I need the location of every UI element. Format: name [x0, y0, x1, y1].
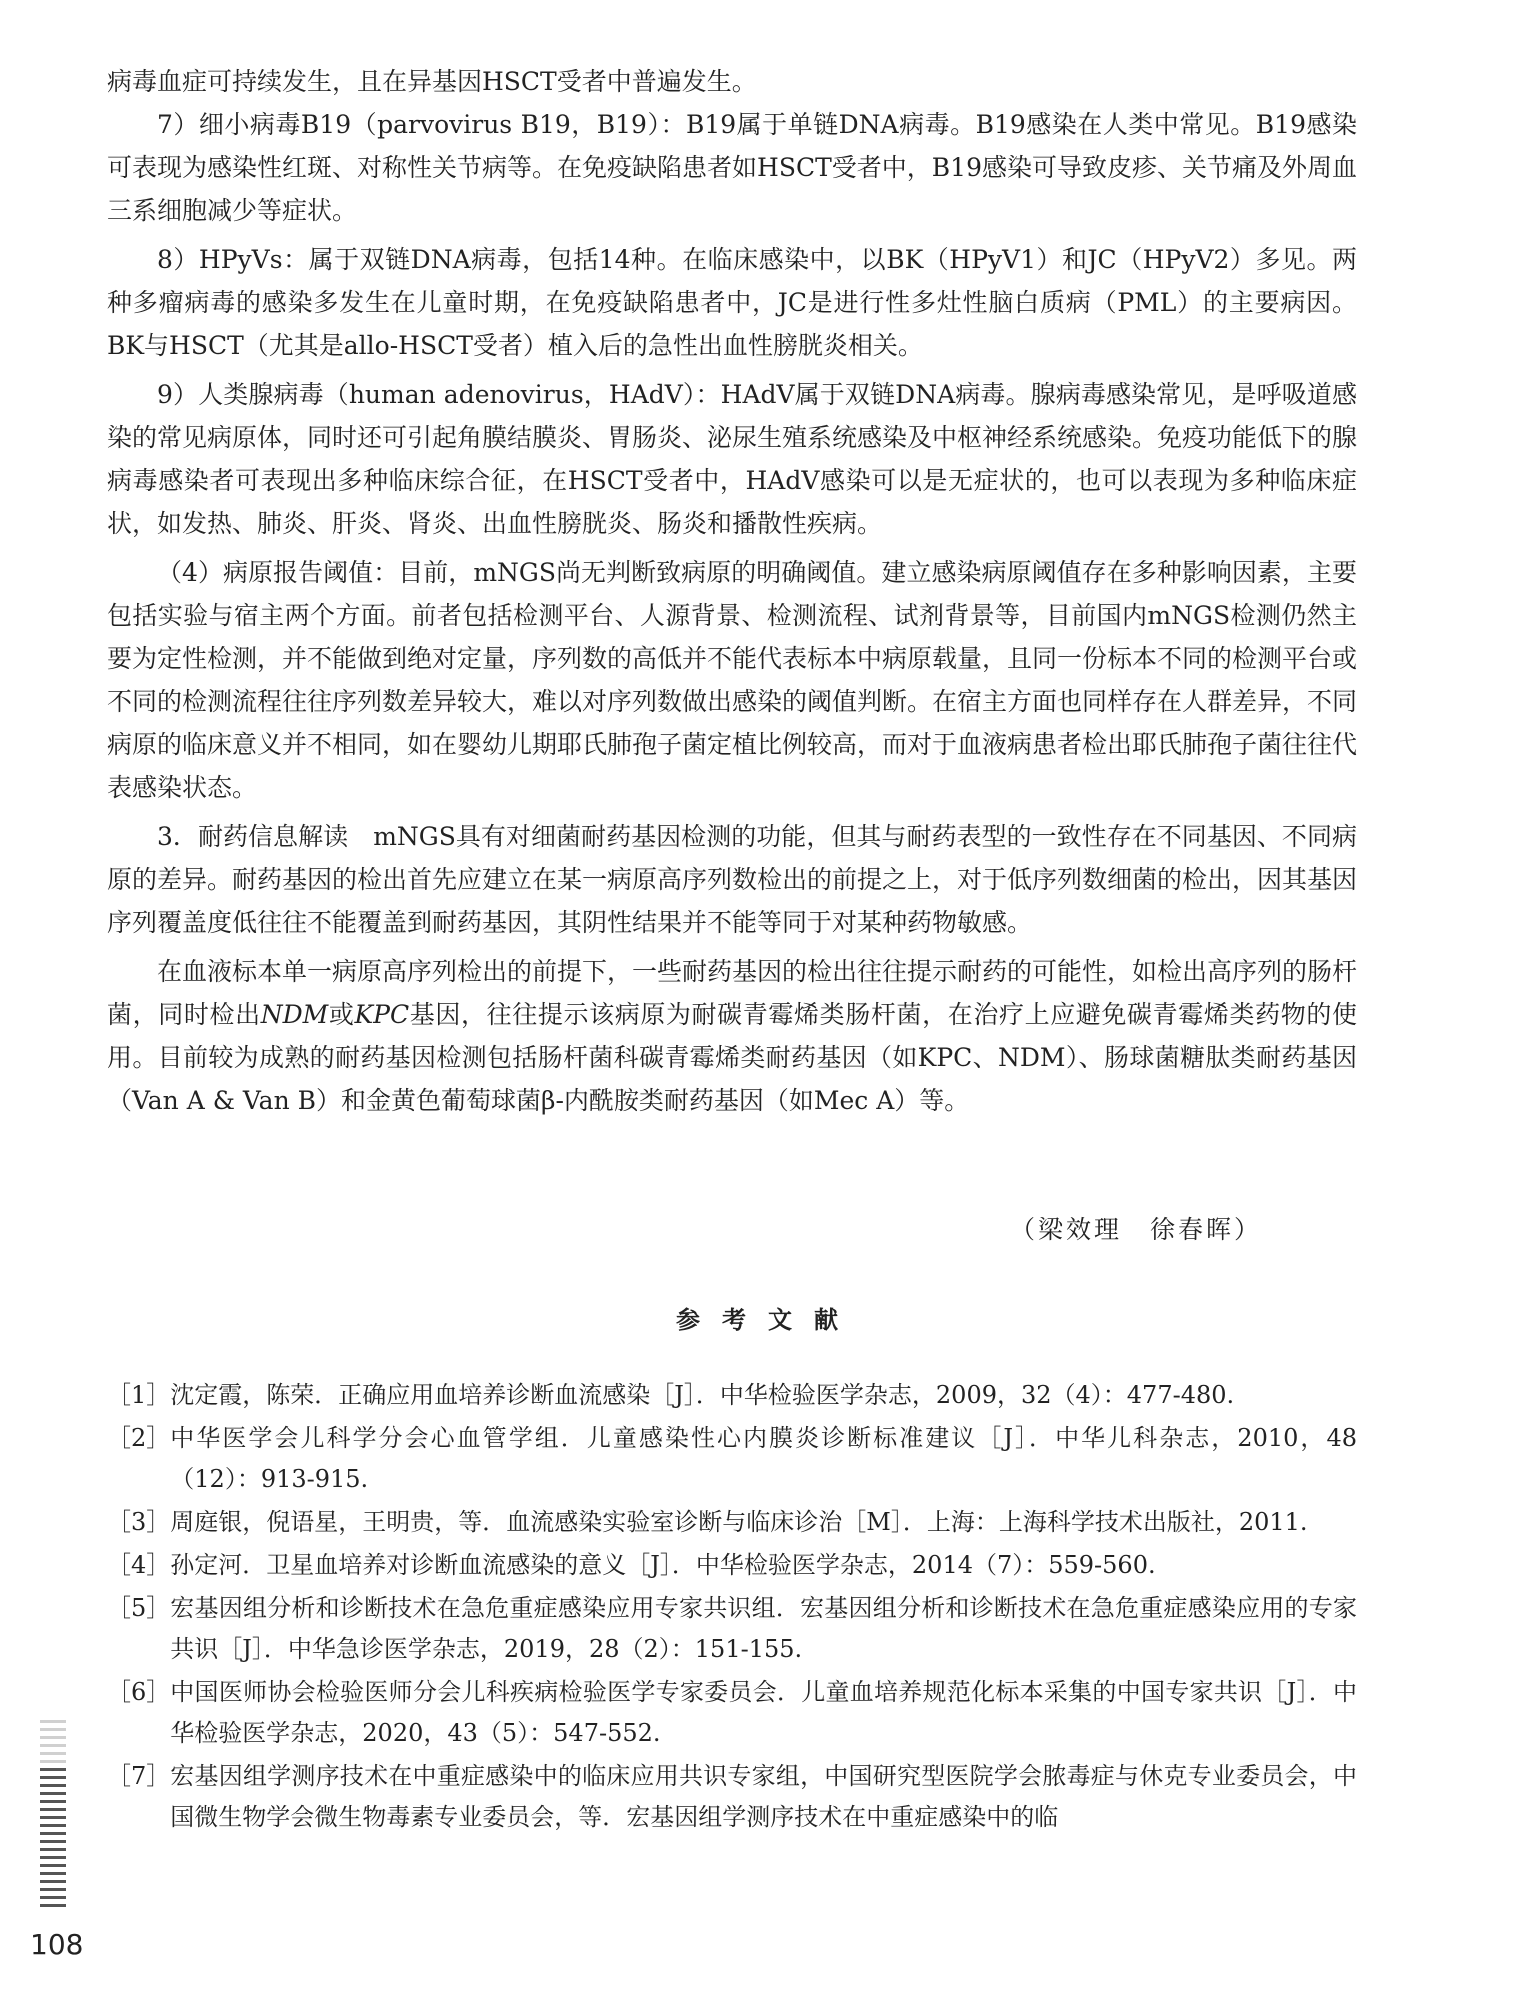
reference-text: 沈定霞，陈荣．正确应用血培养诊断血流感染［J］．中华检验医学杂志，2009，32（4）：477-480.: [170, 1381, 1235, 1409]
paragraph-continuation: 病毒血症可持续发生，且在异基因HSCT受者中普遍发生。: [107, 67, 757, 96]
body-text: [107, 60, 1357, 1122]
reference-text: 孙定河．卫星血培养对诊断血流感染的意义［J］．中华检验医学杂志，2014（7）：559-560.: [170, 1551, 1156, 1579]
margin-bar: [40, 1888, 66, 1891]
margin-bar: [40, 1856, 66, 1859]
reference-number: ［7］: [107, 1762, 171, 1790]
references-list: [107, 1375, 1357, 1840]
margin-bar: [40, 1736, 66, 1739]
reference-text: 宏基因组分析和诊断技术在急危重症感染应用专家共识组．宏基因组分析和诊断技术在急危重症感染应用的专家共识［J］．中华急诊医学杂志，2019，28（2）：151-155.: [170, 1594, 1357, 1663]
reference-number: ［1］: [107, 1381, 171, 1409]
reference-item: [107, 1545, 1357, 1586]
gene-kpc: KPC: [354, 1000, 410, 1029]
margin-bar: [40, 1808, 66, 1811]
reference-item: [107, 1588, 1357, 1670]
margin-bar: [40, 1752, 66, 1755]
p6-text-1: 在血液标本单一病原高序列检出的前提下，一些耐药基因的检出往往提示耐药的可能性，如检出高序列的肠杆菌，同时检出: [107, 957, 1358, 1029]
margin-bar: [40, 1784, 66, 1787]
reference-text: 中国医师协会检验医师分会儿科疾病检验医学专家委员会．儿童血培养规范化标本采集的中国专家共识［J］．中华检验医学杂志，2020，43（5）：547-552.: [170, 1678, 1357, 1747]
gene-ndm: NDM: [260, 1000, 329, 1029]
reference-number: ［6］: [107, 1678, 171, 1706]
margin-bar: [40, 1848, 66, 1851]
margin-bar: [40, 1872, 66, 1875]
margin-bar: [40, 1744, 66, 1747]
reference-item: [107, 1418, 1357, 1500]
reference-number: ［5］: [107, 1594, 171, 1622]
paragraph-parvovirus-b19: 7）细小病毒B19（parvovirus B19，B19）：B19属于单链DNA病毒。B19感染在人类中常见。B19感染可表现为感染性红斑、对称性关节病等。在免疫缺陷患者如HSCT受者中，B19感染可导致皮疹、关节痛及外周血三系细胞减少等症状。: [107, 110, 1357, 225]
reference-item: [107, 1756, 1357, 1838]
reference-item: [107, 1502, 1357, 1543]
paragraph-pathogen-threshold: （4）病原报告阈值：目前，mNGS尚无判断致病原的明确阈值。建立感染病原阈值存在多种影响因素，主要包括实验与宿主两个方面。前者包括检测平台、人源背景、检测流程、试剂背景等，目前国内mNGS检测仍然主要为定性检测，并不能做到绝对定量，序列数的高低并不能代表标本中病原载量，且同一份标本不同的检测平台或不同的检测流程往往序列数差异较大，难以对序列数做出感染的阈值判断。在宿主方面也同样存在人群差异，不同病原的临床意义并不相同，如在婴幼儿期耶氏肺孢子菌定植比例较高，而对于血液病患者检出耶氏肺孢子菌往往代表感染状态。: [107, 558, 1358, 802]
margin-bar: [40, 1776, 66, 1779]
reference-number: ［2］: [107, 1424, 171, 1452]
margin-bar: [40, 1768, 66, 1771]
margin-bar: [40, 1800, 66, 1803]
p6-text-3: 基因，往往提示该病原为耐碳青霉烯类肠杆菌，在治疗上应避免碳青霉烯类药物的使用。目前较为成熟的耐药基因检测包括肠杆菌科碳青霉烯类耐药基因（如KPC、NDM）、肠球菌糖肽类耐药基因（Van A & Van B）和金黄色葡萄球菌β-内酰胺类耐药基因（如Mec A）等。: [107, 1000, 1357, 1115]
margin-bar: [40, 1864, 66, 1867]
paragraph-resistance-interpretation: 3．耐药信息解读 mNGS具有对细菌耐药基因检测的功能，但其与耐药表型的一致性存在不同基因、不同病原的差异。耐药基因的检出首先应建立在某一病原高序列数检出的前提之上，对于低序列数细菌的检出，因其基因序列覆盖度低往往不能覆盖到耐药基因，其阴性结果并不能等同于对某种药物敏感。: [107, 822, 1358, 937]
margin-bar: [40, 1824, 66, 1827]
margin-bar: [40, 1760, 66, 1763]
paragraph-resistance-genes: [107, 950, 1357, 1122]
margin-bar: [40, 1832, 66, 1835]
margin-bar: [40, 1720, 66, 1723]
margin-bar: [40, 1816, 66, 1819]
margin-bar: [40, 1904, 66, 1907]
reference-text: 宏基因组学测序技术在中重症感染中的临床应用共识专家组，中国研究型医院学会脓毒症与休克专业委员会，中国微生物学会微生物毒素专业委员会，等．宏基因组学测序技术在中重症感染中的临: [170, 1762, 1357, 1831]
author-signature: （梁效理 徐春晖）: [1009, 1215, 1262, 1244]
margin-bar: [40, 1880, 66, 1883]
margin-bar: [40, 1792, 66, 1795]
reference-number: ［4］: [107, 1551, 171, 1579]
margin-decoration: [40, 1720, 66, 1912]
reference-text: 中华医学会儿科学分会心血管学组．儿童感染性心内膜炎诊断标准建议［J］．中华儿科杂志，2010，48（12）：913-915.: [170, 1424, 1357, 1493]
margin-bar: [40, 1728, 66, 1731]
reference-item: [107, 1672, 1357, 1754]
paragraph-hadv: 9）人类腺病毒（human adenovirus，HAdV）：HAdV属于双链DNA病毒。腺病毒感染常见，是呼吸道感染的常见病原体，同时还可引起角膜结膜炎、胃肠炎、泌尿生殖系统感染及中枢神经系统感染。免疫功能低下的腺病毒感染者可表现出多种临床综合征，在HSCT受者中，HAdV感染可以是无症状的，也可以表现为多种临床症状，如发热、肺炎、肝炎、肾炎、出血性膀胱炎、肠炎和播散性疾病。: [107, 380, 1358, 538]
margin-bar: [40, 1840, 66, 1843]
margin-bar: [40, 1896, 66, 1899]
reference-number: ［3］: [107, 1508, 171, 1536]
reference-text: 周庭银，倪语星，王明贵，等．血流感染实验室诊断与临床诊治［M］．上海：上海科学技术出版社，2011.: [170, 1508, 1308, 1536]
p6-text-2: 或: [328, 1000, 355, 1029]
page-number: 108: [30, 1928, 84, 1961]
references-heading: 参考文献: [676, 1306, 860, 1334]
reference-item: [107, 1375, 1357, 1416]
paragraph-hpyvs: 8）HPyVs：属于双链DNA病毒，包括14种。在临床感染中，以BK（HPyV1）和JC（HPyV2）多见。两种多瘤病毒的感染多发生在儿童时期，在免疫缺陷患者中，JC是进行性多灶性脑白质病（PML）的主要病因。BK与HSCT（尤其是allo-HSCT受者）植入后的急性出血性膀胱炎相关。: [107, 245, 1357, 360]
